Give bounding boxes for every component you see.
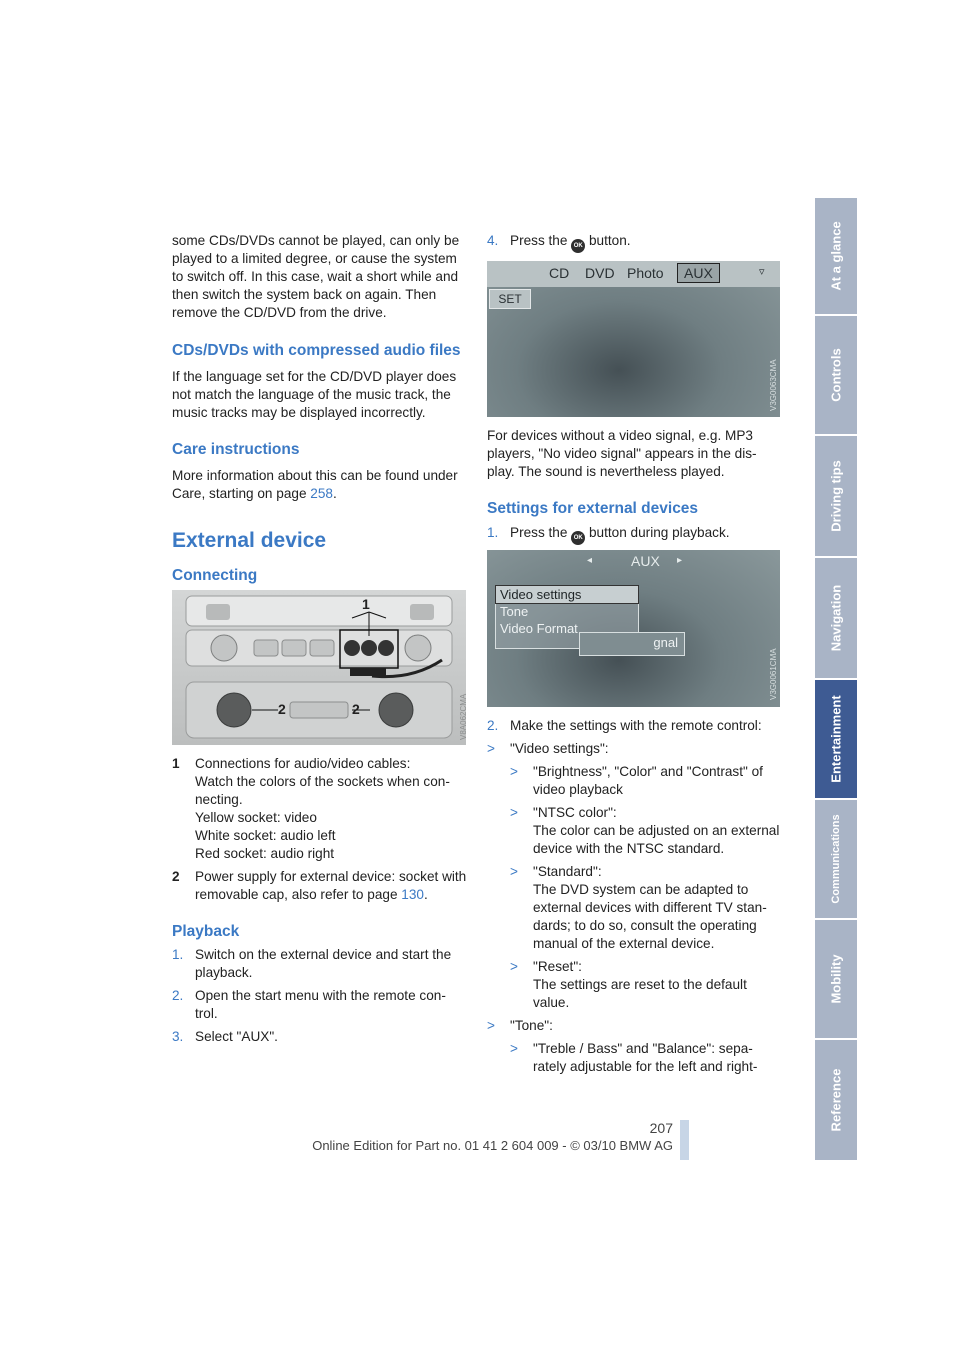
screen-title-bar bbox=[577, 555, 697, 571]
tone-sublist bbox=[510, 1040, 782, 1076]
bullet-text: The DVD system can be adapted to external devices with different TV stan-dards; to do so, consult the operating manual of the external device. bbox=[533, 882, 767, 951]
left-column-lower bbox=[172, 755, 467, 1051]
side-tab-label: Communications bbox=[830, 814, 842, 904]
legend-number: 2 bbox=[172, 869, 180, 884]
care-paragraph bbox=[172, 467, 467, 503]
bullet-title: "NTSC color": bbox=[533, 805, 617, 820]
bullet-text: "Brightness", "Color" and "Contrast" of video playback bbox=[533, 764, 763, 797]
bullet-text: The settings are reset to the default value. bbox=[533, 977, 747, 1010]
side-tab-entertainment[interactable] bbox=[815, 680, 857, 800]
bullet-marker: > bbox=[487, 1018, 495, 1033]
bullet-marker: > bbox=[510, 764, 518, 779]
step-number: 2. bbox=[172, 988, 184, 1003]
edition-line: Online Edition for Part no. 01 41 2 604 009 - © 03/10 BMW AG bbox=[312, 1138, 673, 1153]
legend-text: Power supply for external device: socket with removable cap, also refer to page bbox=[195, 869, 467, 902]
side-tab-label: Navigation bbox=[828, 584, 844, 652]
side-tab-label: Driving tips bbox=[828, 460, 844, 532]
care-page-link[interactable]: 258 bbox=[310, 486, 333, 501]
step-number: 1. bbox=[487, 525, 499, 540]
legend-text: Red socket: audio right bbox=[195, 846, 335, 861]
playback-step bbox=[172, 946, 467, 982]
right-step-4 bbox=[487, 232, 782, 258]
callout-2-left: 2 bbox=[278, 701, 286, 717]
legend-item-2 bbox=[172, 868, 467, 904]
footer-accent-bar bbox=[680, 1120, 689, 1160]
right-column-lower bbox=[487, 717, 782, 1081]
page-number: 207 bbox=[649, 1120, 673, 1136]
step-number: 2. bbox=[487, 718, 499, 733]
left-arrow-icon[interactable]: ◂ bbox=[587, 555, 593, 566]
bullet-text: "Tone": bbox=[510, 1018, 553, 1033]
bullet-video-settings bbox=[487, 740, 782, 758]
no-signal-box bbox=[579, 632, 685, 656]
side-tab-label: Reference bbox=[828, 1068, 844, 1132]
side-tab-navigation[interactable] bbox=[815, 558, 857, 680]
legend-item-1 bbox=[172, 755, 467, 863]
left-column bbox=[172, 232, 467, 585]
bullet-text: "Video settings": bbox=[510, 741, 609, 756]
side-tab-label: Controls bbox=[828, 348, 844, 402]
step-text: Select "AUX". bbox=[195, 1029, 278, 1044]
care-heading: Care instructions bbox=[172, 441, 300, 458]
bullet-marker: > bbox=[510, 805, 518, 820]
step-number: 3. bbox=[172, 1029, 184, 1044]
sub-bullet bbox=[510, 958, 782, 1012]
step-number: 1. bbox=[172, 947, 184, 962]
step-number: 4. bbox=[487, 233, 499, 248]
step-text: Open the start menu with the remote con-trol. bbox=[195, 988, 446, 1021]
sub-bullet bbox=[510, 863, 782, 953]
legend-end: . bbox=[423, 887, 428, 902]
care-text: More information about this can be found under Care, starting on page bbox=[172, 468, 458, 501]
callout-2-right: 2 bbox=[352, 701, 360, 717]
bullet-text: "Treble / Bass" and "Balance": sepa-rately adjustable for the left and right- bbox=[533, 1041, 758, 1074]
image-code: V3G0061CMA bbox=[769, 648, 778, 700]
legend-number: 1 bbox=[172, 756, 180, 771]
side-tab-label: Mobility bbox=[828, 954, 844, 1004]
menu-item-tone[interactable]: Tone bbox=[500, 604, 529, 619]
no-video-paragraph: For devices without a video signal, e.g. MP3 players, "No video signal" appears in the dis-play. The sound is nevertheless played. bbox=[487, 428, 757, 479]
aux-panel-drawing bbox=[172, 590, 466, 745]
no-signal-text: gnal bbox=[653, 635, 678, 650]
image-code: V8A062CMA bbox=[459, 693, 468, 740]
sub-bullet bbox=[510, 1040, 782, 1076]
side-tab-at-a-glance[interactable] bbox=[815, 198, 857, 316]
callout-1: 1 bbox=[362, 596, 370, 612]
step-4 bbox=[487, 232, 782, 253]
side-tab-reference[interactable] bbox=[815, 1040, 857, 1162]
bullet-text: The color can be adjusted on an external device with the NTSC standard. bbox=[533, 823, 780, 856]
playback-steps bbox=[172, 946, 467, 1046]
playback-heading: Playback bbox=[172, 923, 240, 940]
step-text: button during playback. bbox=[588, 525, 730, 540]
sub-bullet bbox=[510, 763, 782, 799]
step-text: button. bbox=[588, 233, 631, 248]
aux-settings-screen bbox=[487, 550, 780, 707]
settings-heading: Settings for external devices bbox=[487, 500, 699, 517]
legend-text: Yellow socket: video bbox=[195, 810, 317, 825]
ok-button-icon: OK bbox=[571, 239, 585, 253]
video-settings-sublist bbox=[510, 763, 782, 1012]
screen-title: AUX bbox=[631, 553, 660, 569]
settings-step-1 bbox=[487, 524, 782, 545]
legend-text: White socket: audio left bbox=[195, 828, 336, 843]
aux-menu-screen bbox=[487, 261, 780, 417]
side-tab-label: At a glance bbox=[828, 221, 844, 291]
settings-step-2 bbox=[487, 717, 782, 735]
ok-button-icon: OK bbox=[571, 531, 585, 545]
menu-item-video-settings[interactable]: Video settings bbox=[495, 585, 639, 604]
sub-bullet bbox=[510, 804, 782, 858]
bullet-marker: > bbox=[487, 741, 495, 756]
right-column-mid bbox=[487, 427, 782, 550]
menu-tab-cd[interactable]: CD bbox=[549, 265, 570, 281]
side-tab-mobility[interactable] bbox=[815, 920, 857, 1040]
bullet-tone bbox=[487, 1017, 782, 1035]
compressed-paragraph: If the language set for the CD/DVD player does not match the language of the music track, the music tracks may be displayed incorrectly. bbox=[172, 369, 457, 420]
right-arrow-icon[interactable]: ▸ bbox=[677, 555, 683, 566]
step-text: Press the bbox=[510, 525, 568, 540]
legend-text: Connections for audio/video cables: bbox=[195, 756, 411, 771]
external-device-heading: External device bbox=[172, 529, 327, 552]
side-tab-label: Entertainment bbox=[828, 695, 844, 783]
bullet-marker: > bbox=[510, 864, 518, 879]
bullet-marker: > bbox=[510, 1041, 518, 1056]
care-end: . bbox=[332, 486, 337, 501]
set-button[interactable]: SET bbox=[489, 289, 531, 309]
bullet-marker: > bbox=[510, 959, 518, 974]
screen-menu-bar bbox=[487, 261, 780, 287]
bullet-title: "Reset": bbox=[533, 959, 582, 974]
side-tab-driving-tips[interactable] bbox=[815, 436, 857, 558]
aux-panel-image bbox=[172, 590, 466, 745]
bullet-title: "Standard": bbox=[533, 864, 602, 879]
menu-tab-aux[interactable]: AUX bbox=[677, 263, 720, 283]
legend-text: Watch the colors of the sockets when con-necting. bbox=[195, 774, 450, 807]
step-text: Make the settings with the remote control: bbox=[510, 718, 762, 733]
side-tab-communications[interactable] bbox=[815, 800, 857, 920]
side-tab-controls[interactable] bbox=[815, 316, 857, 436]
connecting-heading: Connecting bbox=[172, 567, 258, 584]
menu-item-video-format[interactable]: Video Format bbox=[500, 621, 578, 636]
intro-paragraph: some CDs/DVDs cannot be played, can only be played to a limited degree, or cause the system to switch off. In this case, wait a short while and then switch the system back on again. Then remove the CD/DVD from the drive. bbox=[172, 233, 460, 320]
compressed-heading: CDs/DVDs with compressed audio files bbox=[172, 342, 461, 359]
image-code: V3G0063CMA bbox=[769, 359, 778, 411]
step-text: Press the bbox=[510, 233, 568, 248]
playback-step bbox=[172, 987, 467, 1023]
legend-page-link[interactable]: 130 bbox=[401, 887, 424, 902]
step-text: Switch on the external device and start the playback. bbox=[195, 947, 452, 980]
menu-tab-photo[interactable]: Photo bbox=[627, 265, 664, 281]
menu-tab-dvd[interactable]: DVD bbox=[585, 265, 615, 281]
scroll-arrow-icon[interactable]: ▿ bbox=[759, 266, 765, 278]
playback-step bbox=[172, 1028, 467, 1046]
